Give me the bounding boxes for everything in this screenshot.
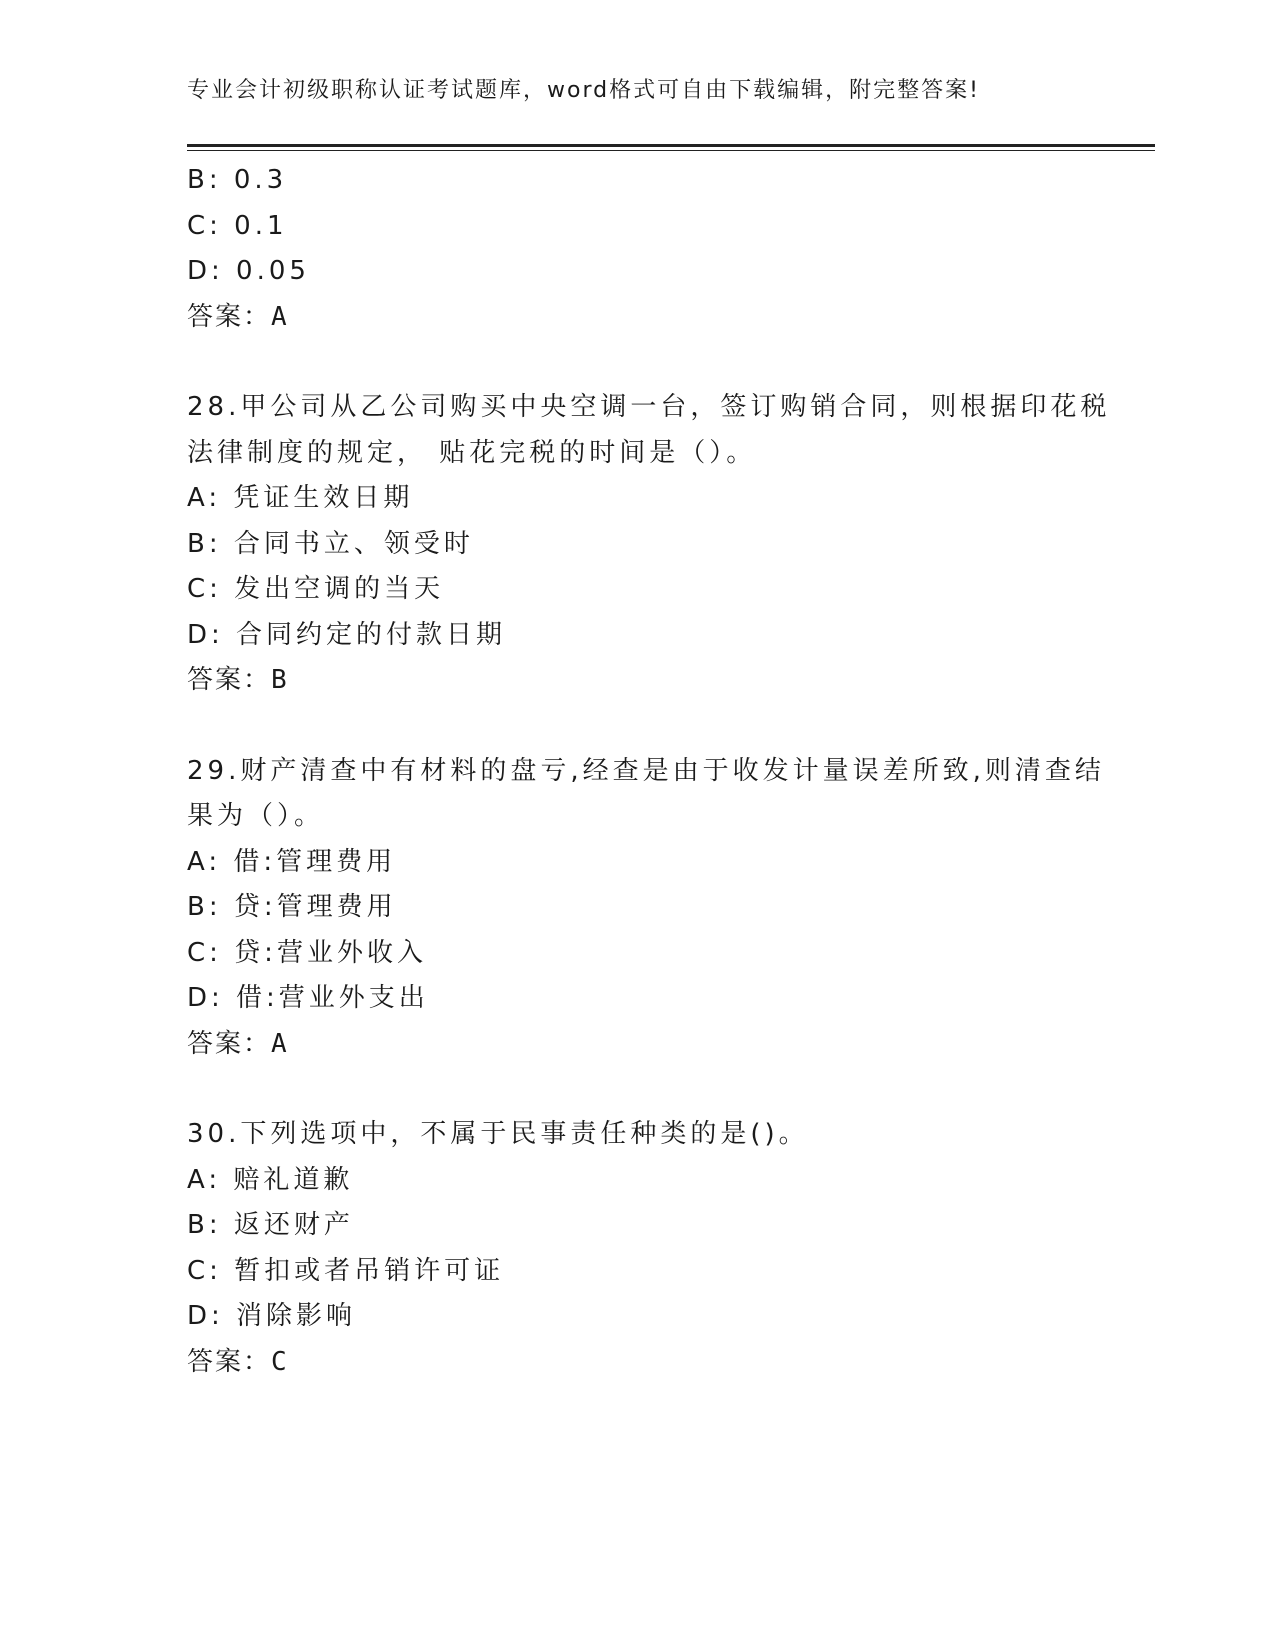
answer: 答案：A [187,301,289,332]
option-d: D: 借:营业外支出 [187,983,429,1013]
question-text-line: 30.下列选项中，不属于民事责任种类的是()。 [187,1119,809,1149]
option-b: B: 返还财产 [187,1210,354,1240]
question-28 [187,385,1111,704]
answer: 答案：C [187,1346,289,1377]
question-text-line: 29.财产清查中有材料的盘亏,经查是由于收发计量误差所致,则清查结 [187,755,1105,786]
previous-question-tail [187,158,1087,340]
option-c: C: 发出空调的当天 [187,574,445,604]
answer: 答案：A [187,1028,289,1059]
option-d: D: 合同约定的付款日期 [187,619,507,650]
option-c: C: 暂扣或者吊销许可证 [187,1255,505,1286]
page-header: 专业会计初级职称认证考试题库，word格式可自由下载编辑，附完整答案! [187,78,980,103]
question-29 [187,749,1105,1068]
option-d: D: 消除影响 [187,1301,357,1331]
option-c: C: 贷:营业外收入 [187,937,427,968]
option-a: A: 凭证生效日期 [187,483,414,513]
question-text-line: 果为（）。 [187,801,325,831]
option-b: B: 0.3 [187,165,288,195]
question-text-line: 法律制度的规定， 贴花完税的时间是（）。 [187,437,757,468]
question-text-line: 28.甲公司从乙公司购买中央空调一台，签订购销合同，则根据印花税 [187,392,1111,422]
option-d: D: 0.05 [187,256,310,286]
header-rule-thick [187,144,1155,147]
option-a: A: 借:管理费用 [187,846,397,877]
answer: 答案：B [187,665,289,695]
option-b: B: 合同书立、领受时 [187,528,474,559]
question-30 [187,1112,1087,1385]
header-rule-thin [187,150,1155,151]
option-c: C: 0.1 [187,210,288,241]
option-a: A: 赔礼道歉 [187,1164,354,1195]
question-content [187,158,1111,1385]
option-b: B: 贷:管理费用 [187,892,397,922]
